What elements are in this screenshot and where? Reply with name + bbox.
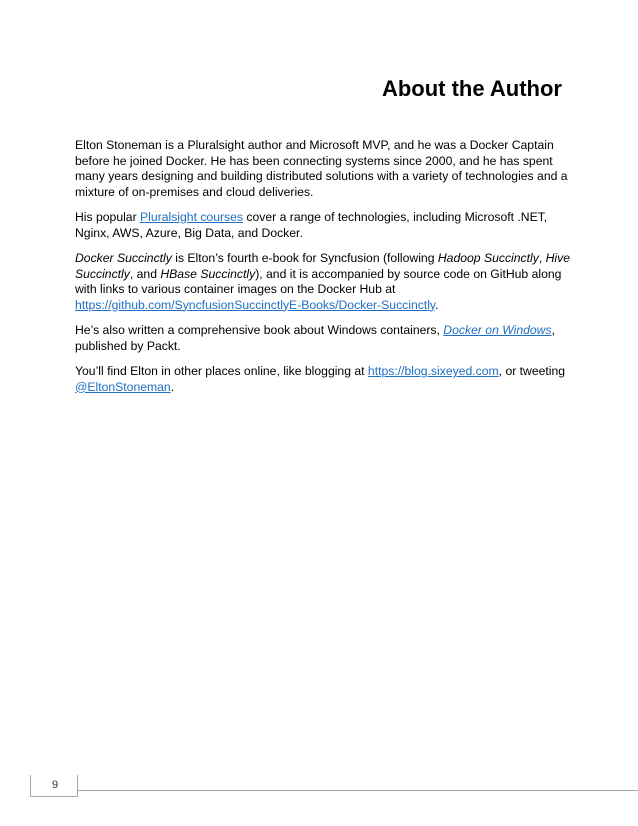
ebook-text-2: ,	[538, 251, 546, 265]
ebook-text-end: .	[435, 297, 439, 312]
online-text-end: .	[170, 379, 175, 394]
github-repo-link[interactable]: https://github.com/SyncfusionSuccinctlyE-Books/Docker-Succinctly	[75, 297, 436, 312]
ebook-text-3: , and	[129, 266, 161, 281]
twitter-handle-link[interactable]: @EltonStoneman	[75, 379, 171, 394]
hadoop-succinctly-title: Hadoop Succinctly	[437, 251, 539, 265]
hbase-succinctly-title: HBase Succinctly	[160, 266, 256, 281]
footer-rule	[30, 790, 638, 791]
bio-text: Elton Stoneman is a Pluralsight author and Microsoft MVP, and he was a Docker Captain before he joined Docker. He has been connecting systems since 2000, and he has spent many years designing and building distributed solutions with a variety of technologies and a mixture of on-premises and cloud deliveries.	[75, 138, 568, 199]
windows-book-text-before: He’s also written a comprehensive book about Windows containers,	[75, 323, 444, 337]
page-number: 9	[51, 779, 59, 791]
pluralsight-courses-link[interactable]: Pluralsight courses	[140, 210, 244, 224]
body-content	[75, 138, 570, 405]
paragraph-online	[75, 364, 570, 395]
page-title: About the Author	[381, 76, 562, 101]
courses-text-before: His popular	[75, 210, 141, 224]
online-text-middle: , or tweeting	[498, 364, 566, 378]
paragraph-windows-book	[75, 323, 570, 354]
windows-book-text-after: , published by Packt.	[75, 323, 555, 353]
courses-text-after: cover a range of technologies, including Microsoft .NET, Nginx, AWS, Azure, Big Data, and Docker.	[75, 210, 548, 240]
hive-succinctly-title: Hive Succinctly	[75, 251, 570, 281]
online-text-before: You’ll find Elton in other places online, like blogging at	[75, 364, 368, 378]
docker-succinctly-title: Docker Succinctly	[75, 251, 172, 265]
ebook-text-1: is Elton’s fourth e-book for Syncfusion (following	[171, 251, 438, 265]
docker-on-windows-link[interactable]: Docker on Windows	[443, 323, 552, 337]
ebook-text-4: ), and it is accompanied by source code on GitHub along with links to various container images on the Docker Hub at	[75, 266, 562, 296]
blog-link[interactable]: https://blog.sixeyed.com	[367, 364, 499, 378]
paragraph-courses	[75, 210, 570, 241]
paragraph-bio	[75, 138, 570, 200]
page-number-box	[30, 775, 78, 797]
paragraph-ebook	[75, 251, 570, 313]
